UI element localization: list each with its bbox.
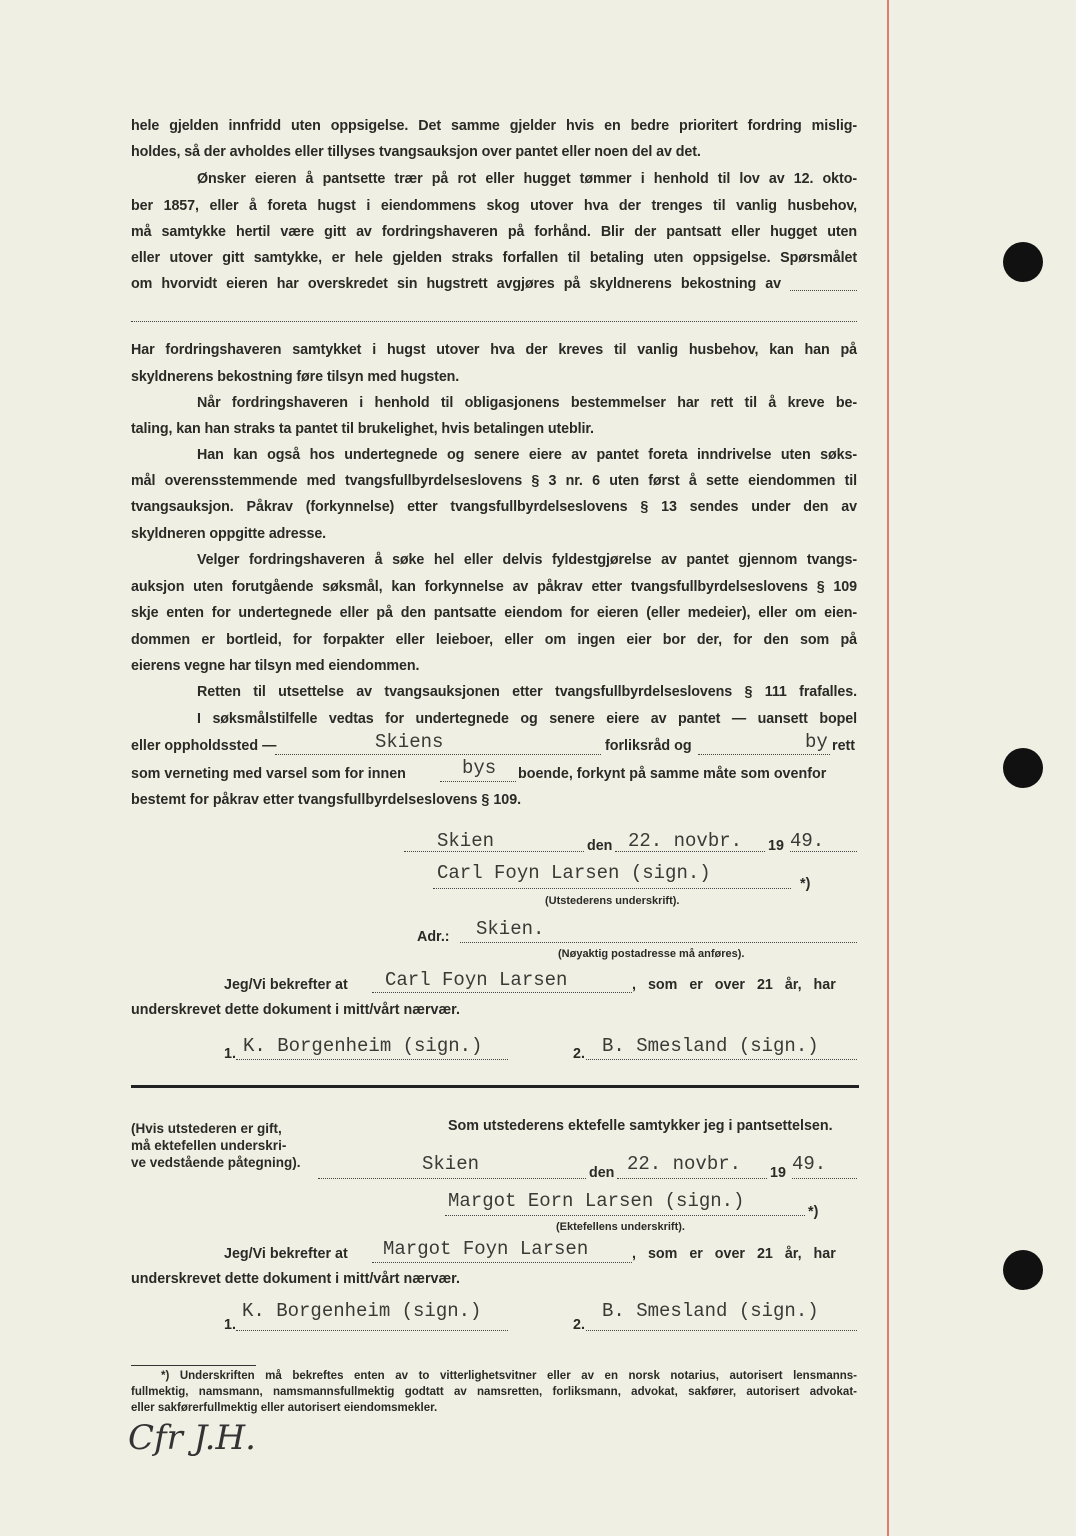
body-line: Retten til utsettelse av tvangsauksjonen etter tvangsfullbyrdelseslovens § 111 frafalles. [197, 684, 857, 700]
body-line: skyldneren oppgitte adresse. [131, 526, 327, 542]
spouse-note [131, 1120, 301, 1171]
spouse-note-line: må ektefellen underskri- [131, 1138, 287, 1153]
year-prefix: 19 [768, 838, 784, 854]
confirm-suffix: , som er over 21 år, har [632, 977, 836, 993]
body-line: I søksmålstilfelle vedtas for undertegnede og senere eiere av pantet — uansett bopel [197, 711, 857, 727]
body-line: holdes, så der avholdes eller tillyses tvangsauksjon over pantet eller noen del av det. [131, 144, 701, 160]
den-label: den [589, 1165, 615, 1181]
body-line: auksjon uten forutgående søksmål, kan forkynnelse av påkrav etter tvangsfullbyrdelseslovens § 109 [131, 579, 857, 595]
fill-line [318, 1178, 586, 1179]
fill-line [790, 851, 857, 852]
adr-caption: (Nøyaktig postadresse må anføres). [558, 948, 745, 960]
section-divider [131, 1085, 859, 1088]
venue-line2-prefix: som verneting med varsel som for innen [131, 766, 406, 782]
signature-caption: (Utstederens underskrift). [545, 895, 680, 907]
fill-line [372, 1262, 632, 1263]
body-line: eierens vegne har tilsyn med eiendommen. [131, 658, 420, 674]
innen-value: bys [462, 757, 497, 779]
fill-line [586, 1059, 857, 1060]
fill-line [792, 1178, 857, 1179]
witness2-signature: B. Smesland (sign.) [602, 1035, 819, 1057]
body-line: dommen er bortleid, for forpakter eller leieboer, eller om ingen eier bor der, for den som på [131, 632, 857, 648]
den-label: den [587, 838, 613, 854]
venue-mid: forliksråd og [605, 738, 692, 754]
fill-line [460, 942, 857, 943]
footnote-line: eller sakførerfullmektig eller autorisert eiendomsmekler. [131, 1402, 438, 1414]
fill-line [236, 1059, 508, 1060]
body-line: taling, kan han straks ta pantet til brukelighet, hvis betalingen uteblir. [131, 421, 594, 437]
adr-label: Adr.: [417, 929, 450, 945]
witness1-signature: K. Borgenheim (sign.) [242, 1300, 482, 1322]
fill-line [790, 290, 857, 291]
issuer-place: Skien [437, 830, 495, 852]
fill-line [131, 321, 857, 322]
venue-suffix: rett [832, 738, 856, 754]
body-line: eller utover gitt samtykke, er hele gjelden straks forfallen til betaling uten oppsigelse. Spørsmålet [131, 250, 857, 266]
spouse-place: Skien [422, 1153, 480, 1175]
punch-hole [1003, 748, 1043, 788]
body-line: hele gjelden innfridd uten oppsigelse. Det samme gjelder hvis en bedre prioritert fordring mislig- [131, 118, 857, 134]
witness1-number: 1. [224, 1317, 236, 1333]
witness2-signature: B. Smesland (sign.) [602, 1300, 819, 1322]
body-line: tvangsauksjon. Påkrav (forkynnelse) etter tvangsfullbyrdelseslovens § 13 sendes under den av [131, 499, 857, 515]
confirm-prefix: Jeg/Vi bekrefter at [224, 1246, 348, 1262]
confirm-prefix: Jeg/Vi bekrefter at [224, 977, 348, 993]
witness2-number: 2. [573, 1046, 585, 1062]
footnote-line: fullmektig, namsmann, namsmannsfullmektig godtatt av namsretten, forliksmann, advokat, sakfører, autorisert advokat- [131, 1386, 857, 1398]
spouse-date: 22. novbr. [627, 1153, 742, 1175]
footnote-mark: *) [800, 876, 811, 892]
witness1-signature: K. Borgenheim (sign.) [243, 1035, 483, 1057]
punch-hole [1003, 242, 1043, 282]
body-line: Han kan også hos undertegnede og senere eiere av pantet foreta inndrivelse uten søks- [197, 447, 857, 463]
confirm-line2: underskrevet dette dokument i mitt/vårt nærvær. [131, 1271, 460, 1287]
fill-line [275, 754, 601, 755]
spouse-signature: Margot Eorn Larsen (sign.) [448, 1190, 745, 1212]
margin-line [887, 0, 889, 1536]
year-suffix: 49. [792, 1153, 827, 1175]
fill-line [236, 1330, 508, 1331]
punch-hole [1003, 1250, 1043, 1290]
adr-value: Skien. [476, 918, 545, 940]
footnote-line: *) Underskriften må bekreftes enten av to vitterlighetsvitner eller av en norsk notarius, autorisert lensmanns- [161, 1370, 857, 1382]
spouse-note-line: ve vedstående påtegning). [131, 1155, 301, 1170]
fill-line [586, 1330, 857, 1331]
court-value: Skiens [375, 731, 444, 753]
body-line: Ønsker eieren å pantsette trær på rot eller hugget tømmer i henhold til lov av 12. okto- [197, 171, 857, 187]
fill-line [617, 1178, 767, 1179]
body-line: Velger fordringshaveren å søke hel eller delvis fyldestgjørelse av pantet gjennom tvangs- [197, 552, 857, 568]
body-line: ber 1857, eller å foreta hugst i eiendommens skog utover hva der trenges til vanlig husbehov, [131, 198, 857, 214]
venue-prefix: eller oppholdssted — [131, 738, 277, 754]
witness1-number: 1. [224, 1046, 236, 1062]
footnote-mark: *) [808, 1204, 819, 1220]
rett-value: by [805, 731, 828, 753]
spouse-signature-caption: (Ektefellens underskrift). [556, 1221, 685, 1233]
spouse-note-line: (Hvis utstederen er gift, [131, 1121, 282, 1136]
body-line: må samtykke hertil være gitt av fordringshaveren på forhånd. Blir der pantsatt eller hugget uten [131, 224, 857, 240]
body-line: om hvorvidt eieren har overskredet sin hugstrett avgjøres på skyldnerens bekostning av [131, 276, 781, 292]
body-line: Når fordringshaveren i henhold til obligasjonens bestemmelser har rett til å kreve be- [197, 395, 857, 411]
year-suffix: 49. [790, 830, 825, 852]
fill-line [433, 888, 791, 889]
confirm-suffix: , som er over 21 år, har [632, 1246, 836, 1262]
fill-line [445, 1215, 805, 1216]
fill-line [698, 754, 830, 755]
spouse-confirm-name: Margot Foyn Larsen [383, 1238, 589, 1260]
issuer-date: 22. novbr. [628, 830, 743, 852]
year-prefix: 19 [770, 1165, 786, 1181]
confirm-line2: underskrevet dette dokument i mitt/vårt nærvær. [131, 1002, 460, 1018]
venue-line3: bestemt for påkrav etter tvangsfullbyrdelseslovens § 109. [131, 792, 522, 808]
footnote-rule [131, 1365, 256, 1366]
fill-line [372, 992, 632, 993]
confirm-name: Carl Foyn Larsen [385, 969, 568, 991]
venue-line2-suffix: boende, forkynt på samme måte som ovenfor [518, 766, 827, 782]
fill-line [440, 781, 516, 782]
body-line: skje enten for undertegnede eller på den pantsatte eiendom for eieren (eller medeier), eller om eien- [131, 605, 857, 621]
body-line: skyldnerens bekostning føre tilsyn med hugsten. [131, 369, 460, 385]
handwritten-initials: Cfr J.H. [128, 1418, 256, 1458]
body-line: mål overensstemmende med tvangsfullbyrdelseslovens § 3 nr. 6 uten først å sette eiendommen til [131, 473, 857, 489]
witness2-number: 2. [573, 1317, 585, 1333]
body-line: Har fordringshaveren samtykket i hugst utover hva der kreves til vanlig husbehov, kan han på [131, 342, 857, 358]
spouse-consent: Som utstederens ektefelle samtykker jeg i pantsettelsen. [448, 1118, 833, 1134]
issuer-signature: Carl Foyn Larsen (sign.) [437, 862, 711, 884]
